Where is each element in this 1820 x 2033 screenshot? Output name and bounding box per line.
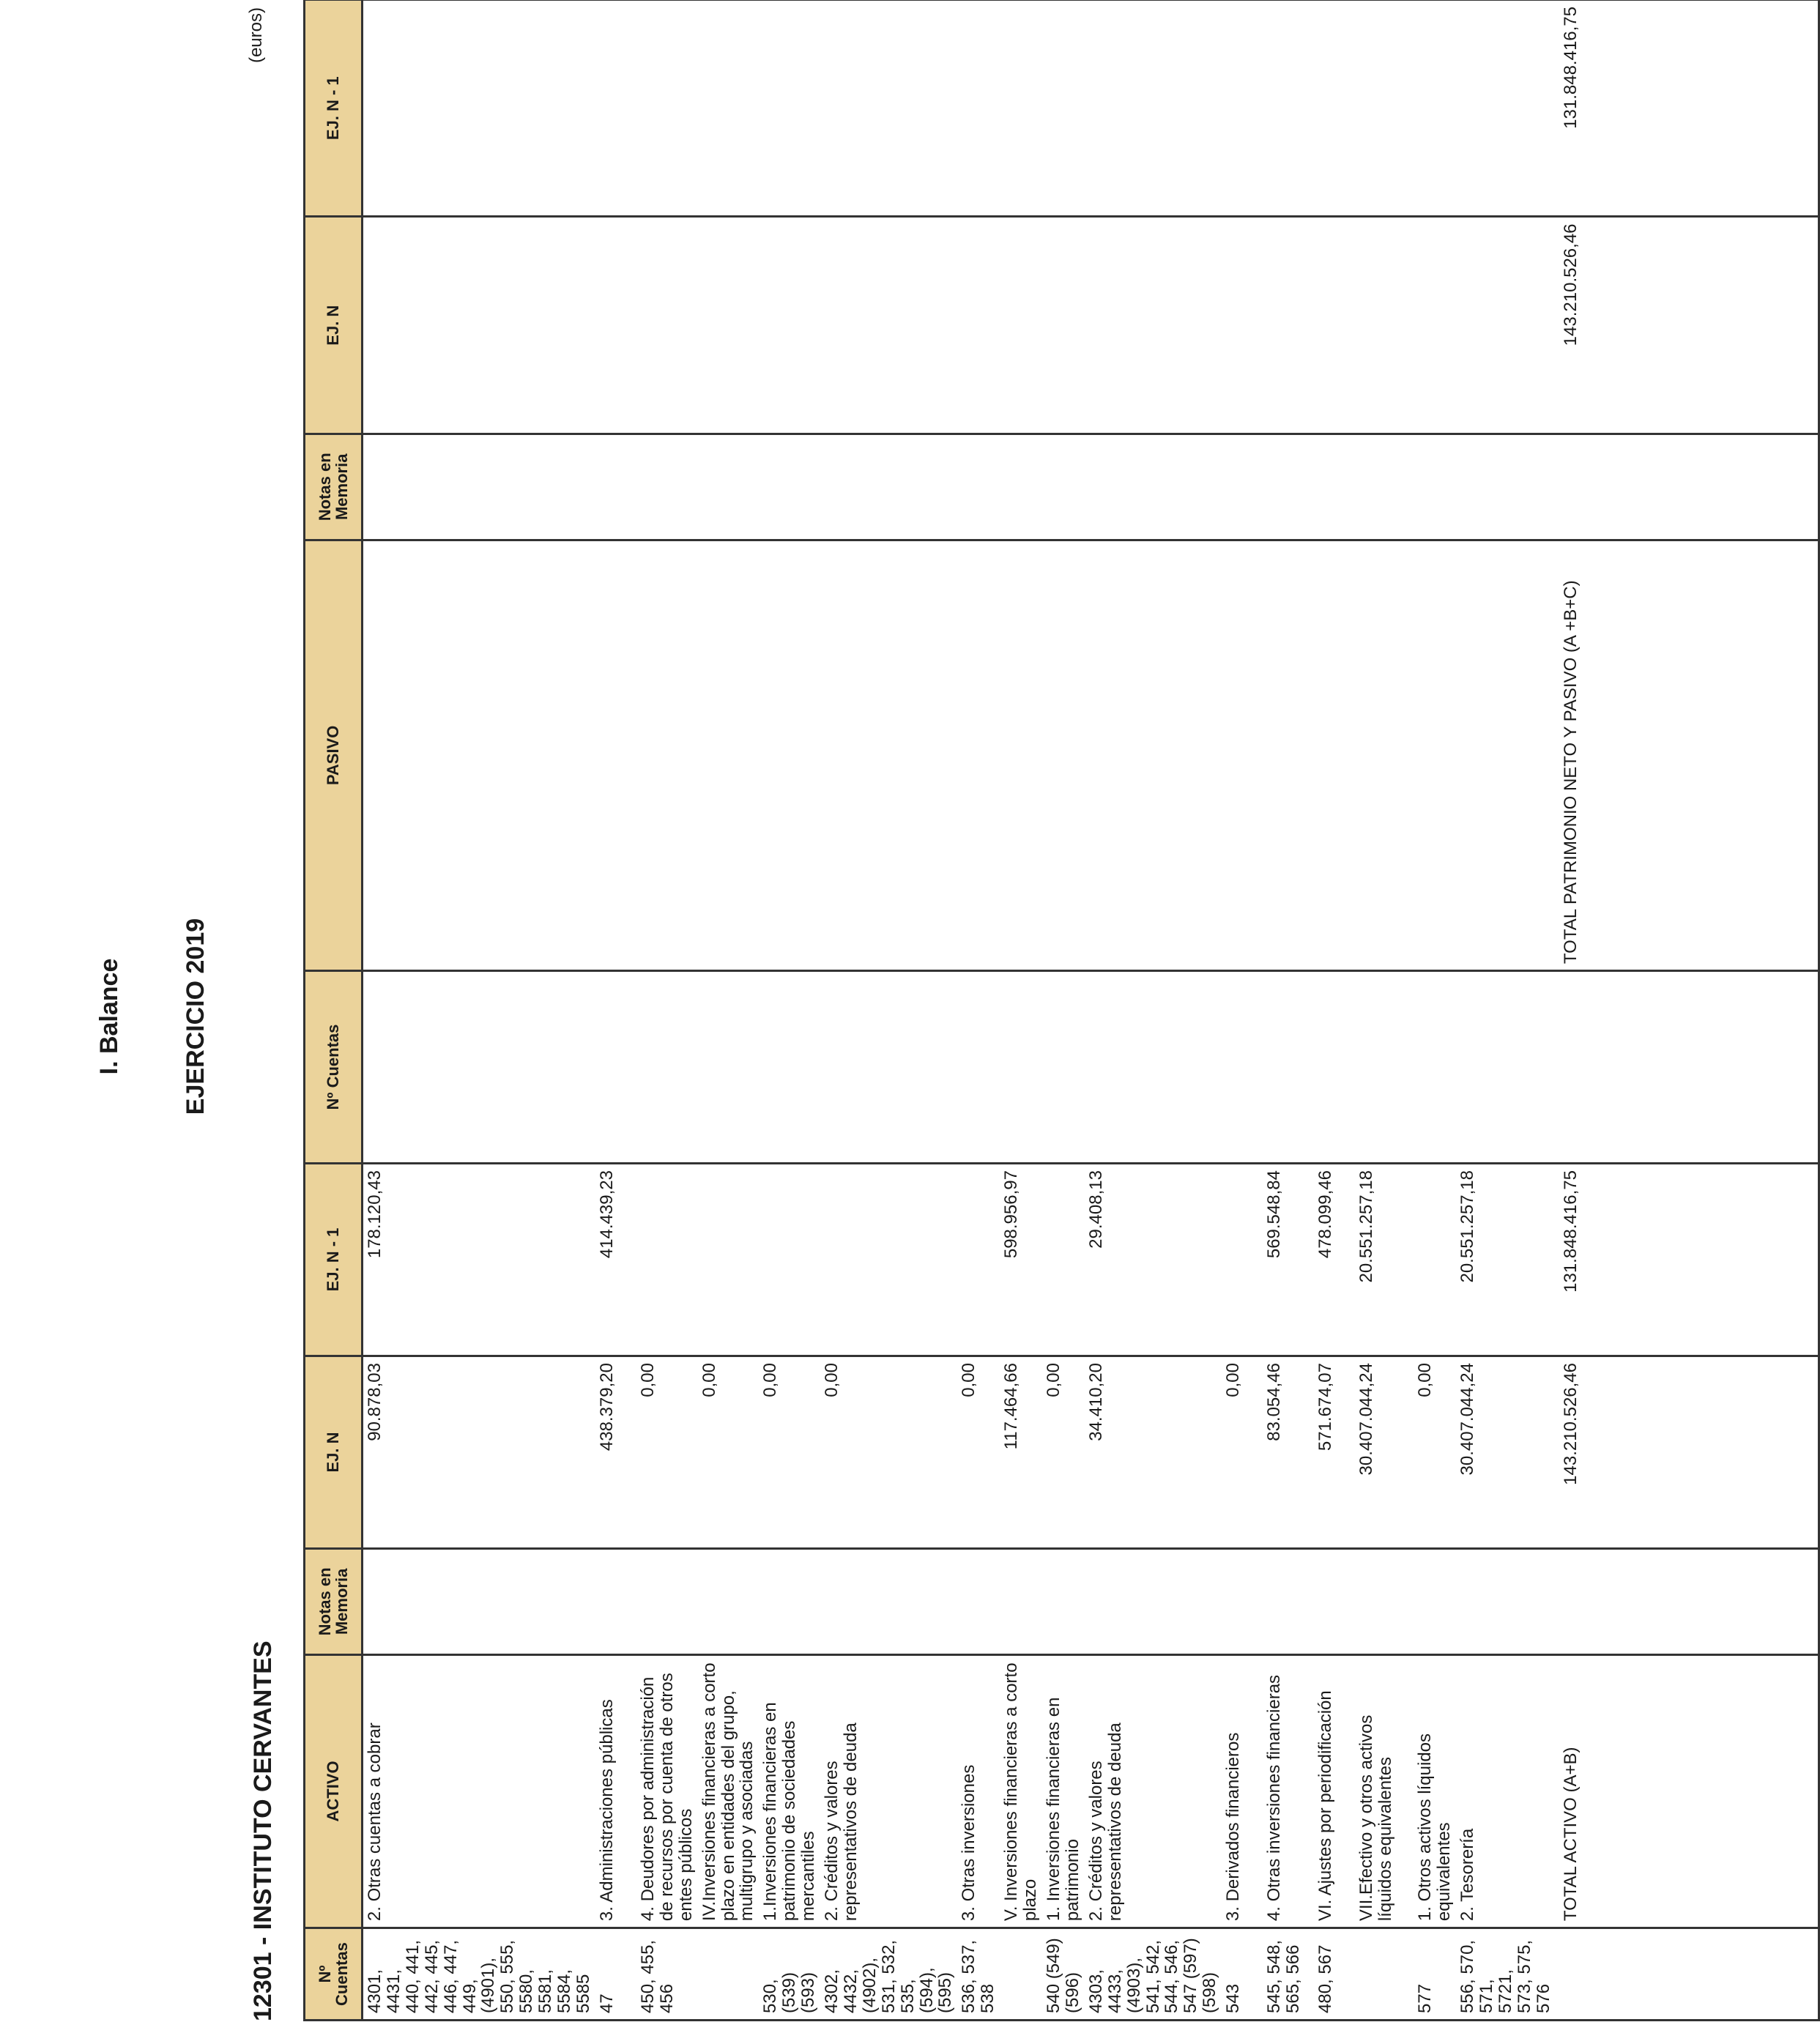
cell-ejn1 [759, 1164, 820, 1356]
cell-ejn: 90.878,03 [363, 1356, 595, 1549]
cell-ejn1 [1042, 1164, 1085, 1356]
total-activo-label: TOTAL ACTIVO (A+B) [1556, 1654, 1819, 1928]
cell-ejn: 0,00 [1042, 1356, 1085, 1549]
table-header-row [305, 0, 363, 2021]
balance-table [303, 0, 1820, 2021]
cell-activo: 3. Administraciones públicas [595, 1654, 636, 1928]
organization-name: 12301 - INSTITUTO CERVANTES [249, 1640, 277, 2021]
cell-activo: IV.Inversiones financieras a corto plazo en entidades del grupo, multigrupo y asociadas [698, 1654, 759, 1928]
cell-cuentas: 545, 548, 565, 566 [1263, 1928, 1314, 2021]
cell-cuentas: 540 (549) (596) [1042, 1928, 1085, 2021]
col-header-notas: Notas en Memoria [305, 1548, 363, 1654]
cell-ejn1: 414.439,23 [595, 1164, 636, 1356]
table-row [1222, 0, 1263, 2021]
cell-activo: 1. Inversiones financieras en patrimonio [1042, 1654, 1085, 1928]
cell-activo: 4. Deudores por administración de recursos por cuenta de otros entes públicos [636, 1654, 698, 1928]
cell-ejn: 0,00 [636, 1356, 698, 1549]
table-row [1355, 0, 1414, 2021]
table-row [1085, 0, 1222, 2021]
cell-ejn: 34.410,20 [1085, 1356, 1222, 1549]
cell-ejn: 0,00 [1222, 1356, 1263, 1549]
col-header-activo: ACTIVO [305, 1654, 363, 1928]
cell-ejn1: 569.548,84 [1263, 1164, 1314, 1356]
cell-activo: 2. Créditos y valores representativos de deuda [1085, 1654, 1222, 1928]
cell-activo: 3. Otras inversiones [957, 1654, 1000, 1928]
table-row [1314, 0, 1355, 2021]
cell-ejn1: 178.120,43 [363, 1164, 595, 1356]
table-row [595, 0, 636, 2021]
cell-ejn1: 478.099,46 [1314, 1164, 1355, 1356]
table-row [698, 0, 759, 2021]
col-header-ejn1: EJ. N - 1 [305, 1164, 363, 1356]
table-row [1042, 0, 1085, 2021]
table-row [1456, 0, 1556, 2021]
cell-cuentas: 480, 567 [1314, 1928, 1355, 2021]
cell-cuentas: 450, 455, 456 [636, 1928, 698, 2021]
cell-ejn: 117.464,66 [1000, 1356, 1042, 1549]
cell-cuentas: 577 [1414, 1928, 1456, 2021]
table-row [1263, 0, 1314, 2021]
cell-ejn: 0,00 [1414, 1356, 1456, 1549]
table-row [957, 0, 1000, 2021]
cell-ejn1 [820, 1164, 957, 1356]
cell-cuentas [1000, 1928, 1042, 2021]
table-row [820, 0, 957, 2021]
cell-ejn1: 20.551.257,18 [1456, 1164, 1556, 1356]
cell-activo: VI. Ajustes por periodificación [1314, 1654, 1355, 1928]
cell-ejn: 83.054,46 [1263, 1356, 1314, 1549]
col-header-notas-pasivo: Notas en Memoria [305, 434, 363, 540]
cell-ejn: 0,00 [957, 1356, 1000, 1549]
report-subtitle: EJERCICIO 2019 [182, 918, 209, 1115]
cell-cuentas: 4303, 4433, (4903), 541, 542, 544, 546, 547 (597) (598) [1085, 1928, 1222, 2021]
cell-cuentas: 47 [595, 1928, 636, 2021]
table-row [1000, 0, 1042, 2021]
col-header-ejn-pasivo: EJ. N [305, 217, 363, 434]
cell-ejn1 [1222, 1164, 1263, 1356]
cell-ejn: 571.674,07 [1314, 1356, 1355, 1549]
cell-ejn1 [636, 1164, 698, 1356]
col-header-pasivo: PASIVO [305, 540, 363, 970]
col-header-ejn: EJ. N [305, 1356, 363, 1549]
cell-ejn: 438.379,20 [595, 1356, 636, 1549]
cell-cuentas [698, 1928, 759, 2021]
cell-cuentas: 4302, 4432, (4902), 531, 532, 535, (594), (595) [820, 1928, 957, 2021]
cell-ejn: 0,00 [698, 1356, 759, 1549]
cell-cuentas: 536, 537, 538 [957, 1928, 1000, 2021]
cell-ejn: 30.407.044,24 [1456, 1356, 1556, 1549]
total-pasivo-ejn1: 131.848.416,75 [1556, 0, 1819, 217]
cell-activo: 4. Otras inversiones financieras [1263, 1654, 1314, 1928]
cell-ejn1: 29.408,13 [1085, 1164, 1222, 1356]
cell-cuentas: 543 [1222, 1928, 1263, 2021]
cell-activo: VII.Efectivo y otros activos líquidos equivalentes [1355, 1654, 1414, 1928]
total-pasivo-label: TOTAL PATRIMONIO NETO Y PASIVO (A +B+C) [1556, 540, 1819, 970]
cell-activo: 2. Créditos y valores representativos de deuda [820, 1654, 957, 1928]
col-header-ejn1-pasivo: EJ. N - 1 [305, 0, 363, 217]
total-activo-ejn: 143.210.526,46 [1556, 1356, 1819, 1549]
cell-activo: 1.Inversiones financieras en patrimonio de sociedades mercantiles [759, 1654, 820, 1928]
total-pasivo-ejn: 143.210.526,46 [1556, 217, 1819, 434]
units-label: (euros) [246, 7, 266, 64]
table-row [759, 0, 820, 2021]
col-header-cuentas-pasivo: Nº Cuentas [305, 971, 363, 1164]
cell-ejn1 [957, 1164, 1000, 1356]
cell-ejn: 30.407.044,24 [1355, 1356, 1414, 1549]
cell-ejn1: 20.551.257,18 [1355, 1164, 1414, 1356]
cell-ejn1 [698, 1164, 759, 1356]
totals-row [1556, 0, 1819, 2021]
cell-cuentas: 530, (539) (593) [759, 1928, 820, 2021]
cell-ejn1 [1414, 1164, 1456, 1356]
table-row [1414, 0, 1456, 2021]
table-row [363, 0, 595, 2021]
cell-ejn1: 598.956,97 [1000, 1164, 1042, 1356]
cell-activo: 3. Derivados financieros [1222, 1654, 1263, 1928]
total-activo-ejn1: 131.848.416,75 [1556, 1164, 1819, 1356]
cell-activo: 2. Otras cuentas a cobrar [363, 1654, 595, 1928]
cell-ejn: 0,00 [820, 1356, 957, 1549]
cell-cuentas: 4301, 4431, 440, 441, 442, 445, 446, 447, 449, (4901), 550, 555, 5580, 5581, 5584, 5585 [363, 1928, 595, 2021]
cell-cuentas: 556, 570, 571, 5721, 573, 575, 576 [1456, 1928, 1556, 2021]
cell-ejn: 0,00 [759, 1356, 820, 1549]
report-title: I. Balance [95, 958, 123, 1075]
col-header-cuentas: Nº Cuentas [305, 1928, 363, 2021]
cell-activo: 2. Tesorería [1456, 1654, 1556, 1928]
cell-activo: V. Inversiones financieras a corto plazo [1000, 1654, 1042, 1928]
cell-cuentas [1355, 1928, 1414, 2021]
table-row [636, 0, 698, 2021]
cell-activo: 1. Otros activos líquidos equivalentes [1414, 1654, 1456, 1928]
